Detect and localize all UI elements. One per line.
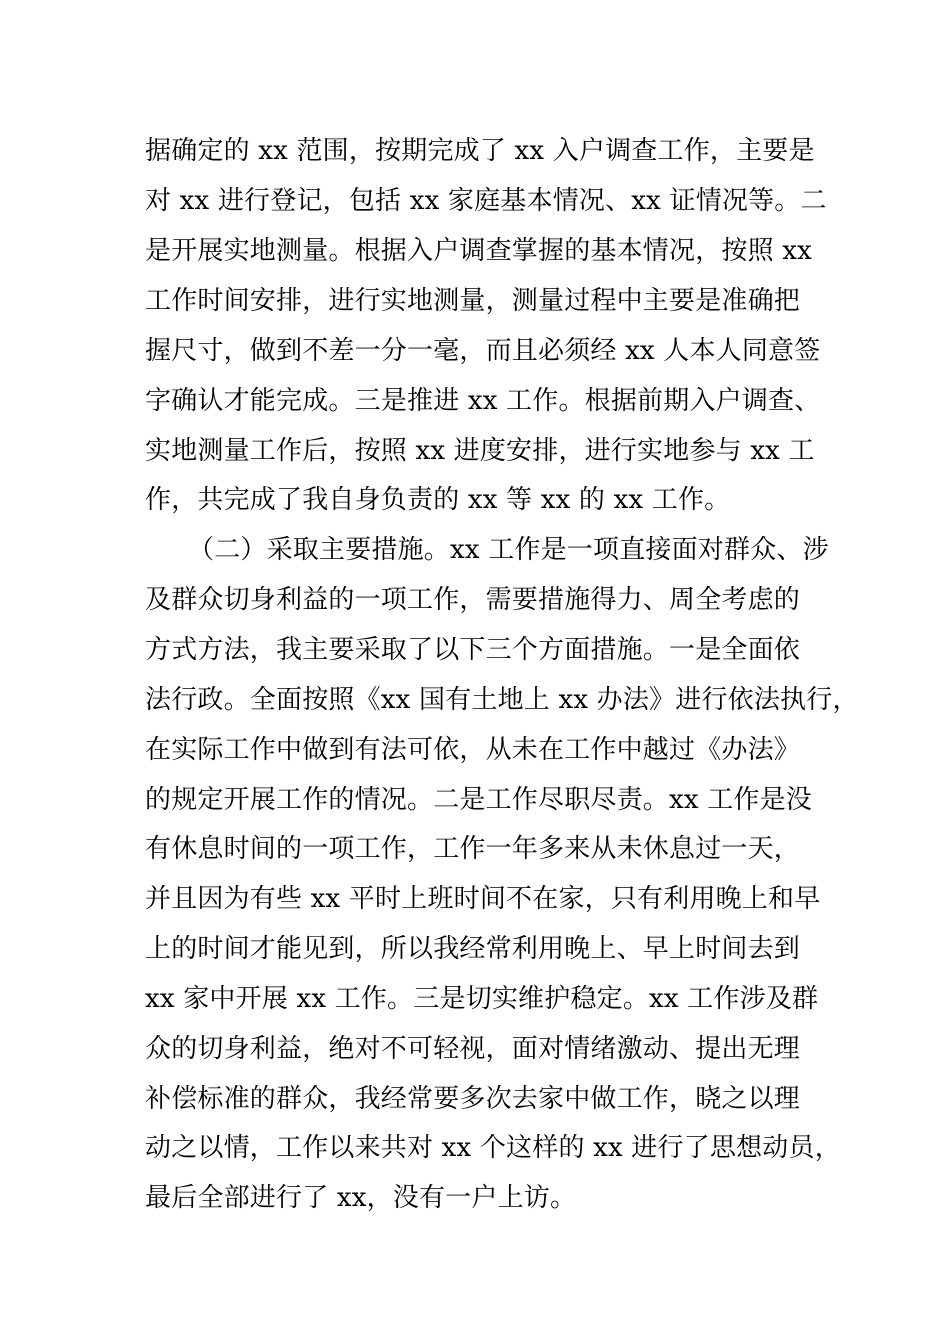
text-line: 是开展实地测量。根据入户调查掌握的基本情况，按照 xx bbox=[145, 236, 812, 266]
text-line: 众的切身利益，绝对不可轻视，面对情绪激动、提出无理 bbox=[145, 1034, 801, 1064]
text-line: 并且因为有些 xx 平时上班时间不在家，只有利用晚上和早 bbox=[145, 884, 821, 914]
text-line: 最后全部进行了 xx，没有一户上访。 bbox=[145, 1183, 577, 1213]
text-line: 据确定的 xx 范围，按期完成了 xx 入户调查工作，主要是 bbox=[145, 136, 815, 166]
text-line: 动之以情，工作以来共对 xx 个这样的 xx 进行了思想动员， bbox=[145, 1133, 841, 1163]
text-line: 有休息时间的一项工作，工作一年多来从未休息过一天， bbox=[145, 834, 801, 864]
text-line: 法行政。全面按照《xx 国有土地上 xx 办法》进行依法执行， bbox=[145, 685, 859, 715]
text-line: 的规定开展工作的情况。二是工作尽职尽责。xx 工作是没 bbox=[145, 785, 812, 815]
paragraph-heading-line: （二）采取主要措施。xx 工作是一项直接面对群众、涉 bbox=[188, 535, 829, 565]
text-line: 及群众切身利益的一项工作，需要措施得力、周全考虑的 bbox=[145, 585, 801, 615]
text-line: 握尺寸，做到不差一分一毫，而且必须经 xx 人本人同意签 bbox=[145, 336, 821, 366]
text-line: 作，共完成了我自身负责的 xx 等 xx 的 xx 工作。 bbox=[145, 485, 731, 515]
text-line: 字确认才能完成。三是推进 xx 工作。根据前期入户调查、 bbox=[145, 386, 821, 416]
text-line: 方式方法，我主要采取了以下三个方面措施。一是全面依 bbox=[145, 635, 801, 665]
text-line: 工作时间安排，进行实地测量，测量过程中主要是准确把 bbox=[145, 286, 801, 316]
text-line: xx 家中开展 xx 工作。三是切实维护稳定。xx 工作涉及群 bbox=[145, 984, 819, 1014]
text-line: 对 xx 进行登记，包括 xx 家庭基本情况、xx 证情况等。二 bbox=[145, 186, 827, 216]
text-line: 实地测量工作后，按照 xx 进度安排，进行实地参与 xx 工 bbox=[145, 436, 815, 466]
text-line: 在实际工作中做到有法可依，从未在工作中越过《办法》 bbox=[145, 735, 801, 765]
text-line: 补偿标准的群众，我经常要多次去家中做工作，晓之以理 bbox=[145, 1084, 801, 1114]
text-line: 上的时间才能见到，所以我经常利用晚上、早上时间去到 bbox=[145, 934, 801, 964]
